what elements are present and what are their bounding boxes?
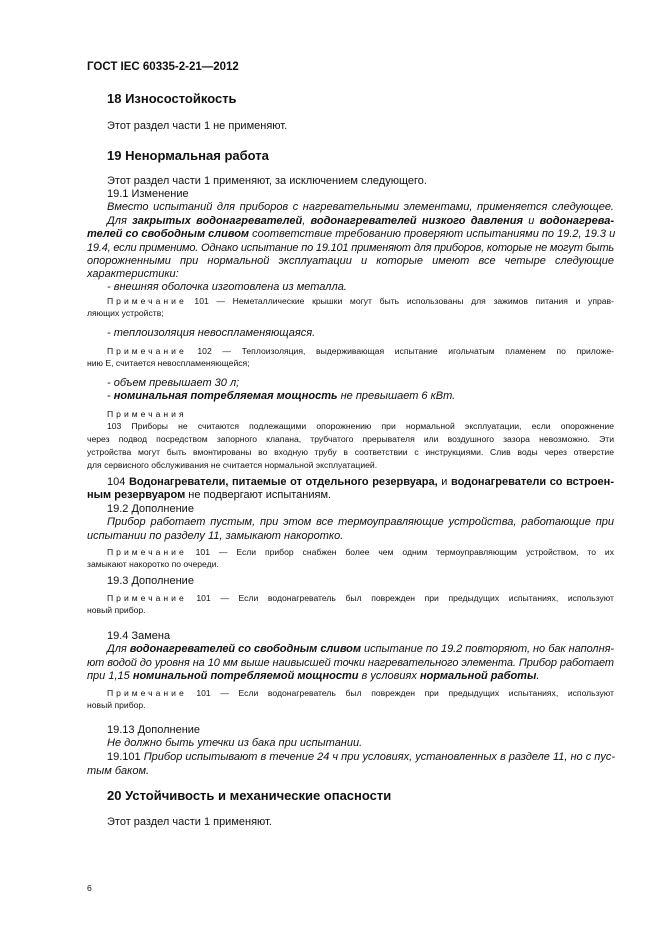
text-run: ГОСТ IEC 60335-2-21—2012	[87, 61, 239, 73]
text-line	[87, 489, 331, 501]
text-line	[107, 751, 614, 763]
text-line	[107, 476, 614, 488]
text-run: 6	[87, 883, 92, 893]
text-run: 20 Устойчивость и механические опасности	[107, 788, 392, 803]
text-run: Этот раздел части 1 применяют, за исключением следующего.	[107, 175, 427, 187]
text-line	[107, 503, 194, 515]
text-run: Примечание	[107, 346, 187, 356]
text-run: водонагрева-	[539, 215, 614, 227]
text-line	[107, 575, 194, 587]
note-line	[87, 447, 614, 458]
text-line	[107, 643, 614, 655]
text-run: и	[437, 476, 452, 488]
note-line	[107, 421, 614, 432]
text-line	[107, 120, 287, 132]
text-run: испытании по разделу 11, замыкают накоротко.	[87, 530, 344, 542]
text-run: ют водой до уровня на 10 мм выше наивысшей точки нагревательного элемента. Прибор работает	[87, 657, 614, 669]
text-line	[87, 530, 343, 542]
text-run: Для	[107, 215, 133, 227]
text-run: 18 Износостойкость	[107, 91, 237, 106]
text-line	[107, 390, 455, 402]
text-line	[107, 737, 362, 749]
note-line	[87, 605, 146, 616]
text-run: 104	[107, 476, 129, 488]
text-line	[87, 657, 614, 669]
text-line	[107, 377, 239, 389]
page-number	[87, 883, 92, 894]
text-run: Примечание	[107, 688, 187, 698]
text-run: опорожненными при нормальной эксплуатации и которые имеют все четыре следующие	[87, 255, 614, 267]
text-run: Примечание	[107, 296, 187, 306]
text-run: водонагреватели со встроен-	[451, 476, 614, 488]
text-line	[87, 268, 179, 280]
text-run: ,	[302, 215, 311, 227]
text-line	[87, 242, 614, 254]
text-run: и	[522, 215, 540, 227]
text-run: - внешняя оболочка изготовлена из металла.	[107, 281, 347, 293]
text-run: Не должно быть утечки из бака при испытании.	[107, 737, 363, 749]
text-run: 19.101	[107, 751, 144, 763]
text-run: 101 — Если водонагреватель был поврежден при предыдущих испытаниях, используют	[186, 688, 614, 698]
text-run: тым баком.	[87, 765, 150, 777]
text-run: ляющих устройств;	[87, 308, 164, 318]
text-run: замыкают накоротко по очереди.	[87, 559, 219, 569]
text-run: Вместо испытаний для приборов с нагревательными элементами, применяется следующее.	[107, 201, 614, 213]
text-run: .	[536, 670, 540, 682]
section-heading	[107, 91, 237, 106]
note-line	[107, 547, 614, 558]
text-run: Для	[107, 643, 130, 655]
text-line	[107, 215, 614, 227]
text-run: Водонагреватели, питаемые от отдельного резервуара,	[128, 476, 438, 488]
text-run: устройства могут быть вмонтированы во входную трубу в соответствии с инструкциями. Слив воды через отверстие	[87, 447, 614, 457]
note-line	[107, 409, 187, 420]
text-run: 101 — Если прибор снабжен более чем одним термоуправляющим устройством, то их	[186, 547, 614, 557]
text-run: 101 — Если водонагреватель был поврежден при предыдущих испытаниях, используют	[186, 593, 614, 603]
text-run: водонагревателей со свободным сливом	[129, 643, 361, 655]
text-run: новый прибор.	[87, 700, 146, 710]
text-run: не превышает 6 кВт.	[337, 390, 456, 402]
note-line	[87, 308, 164, 319]
text-run: Примечание	[107, 547, 187, 557]
text-line	[107, 175, 427, 187]
text-run: - объем превышает 30 л;	[107, 377, 240, 389]
text-line	[107, 816, 272, 828]
note-line	[107, 296, 614, 307]
note-line	[87, 700, 146, 711]
text-run: водонагревателей низкого давления	[310, 215, 523, 227]
text-line	[107, 327, 315, 339]
text-run: 19.13 Дополнение	[107, 724, 201, 736]
text-run: 19.3 Дополнение	[107, 575, 194, 587]
text-run: Примечания	[107, 409, 187, 419]
text-run: при 1,15	[87, 670, 133, 682]
text-line	[107, 516, 614, 528]
text-run: соответствие требованию проверяют испытаниями по 19.2, 19.3 и	[249, 228, 616, 240]
section-heading	[107, 148, 269, 163]
text-run: - теплоизоляция невоспламеняющаяся.	[107, 327, 316, 339]
text-run: в условиях	[358, 670, 420, 682]
text-run: закрытых водонагревателей	[132, 215, 303, 227]
note-line	[107, 688, 614, 699]
text-run: 101 — Неметаллические крышки могут быть использованы для зажимов питания и управ-	[186, 296, 614, 306]
text-run: новый прибор.	[87, 605, 146, 615]
text-line	[87, 255, 614, 267]
note-line	[87, 460, 377, 471]
text-run: ным резервуаром	[87, 489, 186, 501]
text-run: испытание по 19.2 повторяют, но бак наполня-	[360, 643, 615, 655]
text-run: нию Е, считается невоспламеняющейся;	[87, 358, 250, 368]
text-line	[107, 188, 189, 200]
section-heading	[107, 788, 391, 803]
text-line	[87, 765, 149, 777]
note-line	[107, 346, 614, 357]
text-run: -	[107, 390, 114, 402]
text-run: 19.2 Дополнение	[107, 503, 194, 515]
text-run: телей со свободным сливом	[87, 228, 250, 240]
note-line	[107, 593, 614, 604]
text-run: для сервисного обслуживания не считается нормальной эксплуатацией.	[87, 460, 378, 470]
text-run: 19 Ненормальная работа	[107, 148, 269, 163]
text-run: не подвергают испытаниям.	[185, 489, 332, 501]
text-run: 102 — Теплоизоляция, выдерживающая испытание игольчатым пламенем по приложе-	[186, 346, 614, 356]
document-header	[87, 61, 239, 74]
text-line	[107, 724, 200, 736]
text-run: 19.4, если применимо. Однако испытание по 19.101 применяют для приборов, которые не могут быть	[87, 242, 614, 254]
text-run: 103 Приборы не считаются подлежащими опорожнению при нормальной эксплуатации, если опорожнение	[107, 421, 614, 431]
text-run: номинальной потребляемой мощности	[132, 670, 359, 682]
text-run: через подвод посредством запорного клапана, трубчатого прерывателя или воздушного зазора невозможно. Эти	[87, 434, 614, 444]
note-line	[87, 559, 219, 570]
note-line	[87, 434, 614, 445]
text-line	[87, 670, 539, 682]
text-line	[107, 201, 614, 213]
text-run: Этот раздел части 1 не применяют.	[107, 120, 288, 132]
text-run: Примечание	[107, 593, 187, 603]
text-run: характеристики:	[87, 268, 179, 280]
text-run: номинальная потребляемая мощность	[113, 390, 338, 402]
text-line	[107, 630, 170, 642]
text-line	[87, 228, 614, 240]
text-run: Прибор испытывают в течение 24 ч при условиях, установленных в разделе 11, но с пус-	[143, 751, 615, 763]
text-run: Этот раздел части 1 применяют.	[107, 816, 272, 828]
note-line	[87, 358, 250, 369]
text-run: нормальной работы	[419, 670, 537, 682]
text-run: 19.4 Замена	[107, 630, 171, 642]
text-run: Прибор работает пустым, при этом все термоуправляющие устройства, работающие при	[107, 516, 614, 528]
text-line	[107, 281, 347, 293]
text-run: 19.1 Изменение	[107, 188, 189, 200]
